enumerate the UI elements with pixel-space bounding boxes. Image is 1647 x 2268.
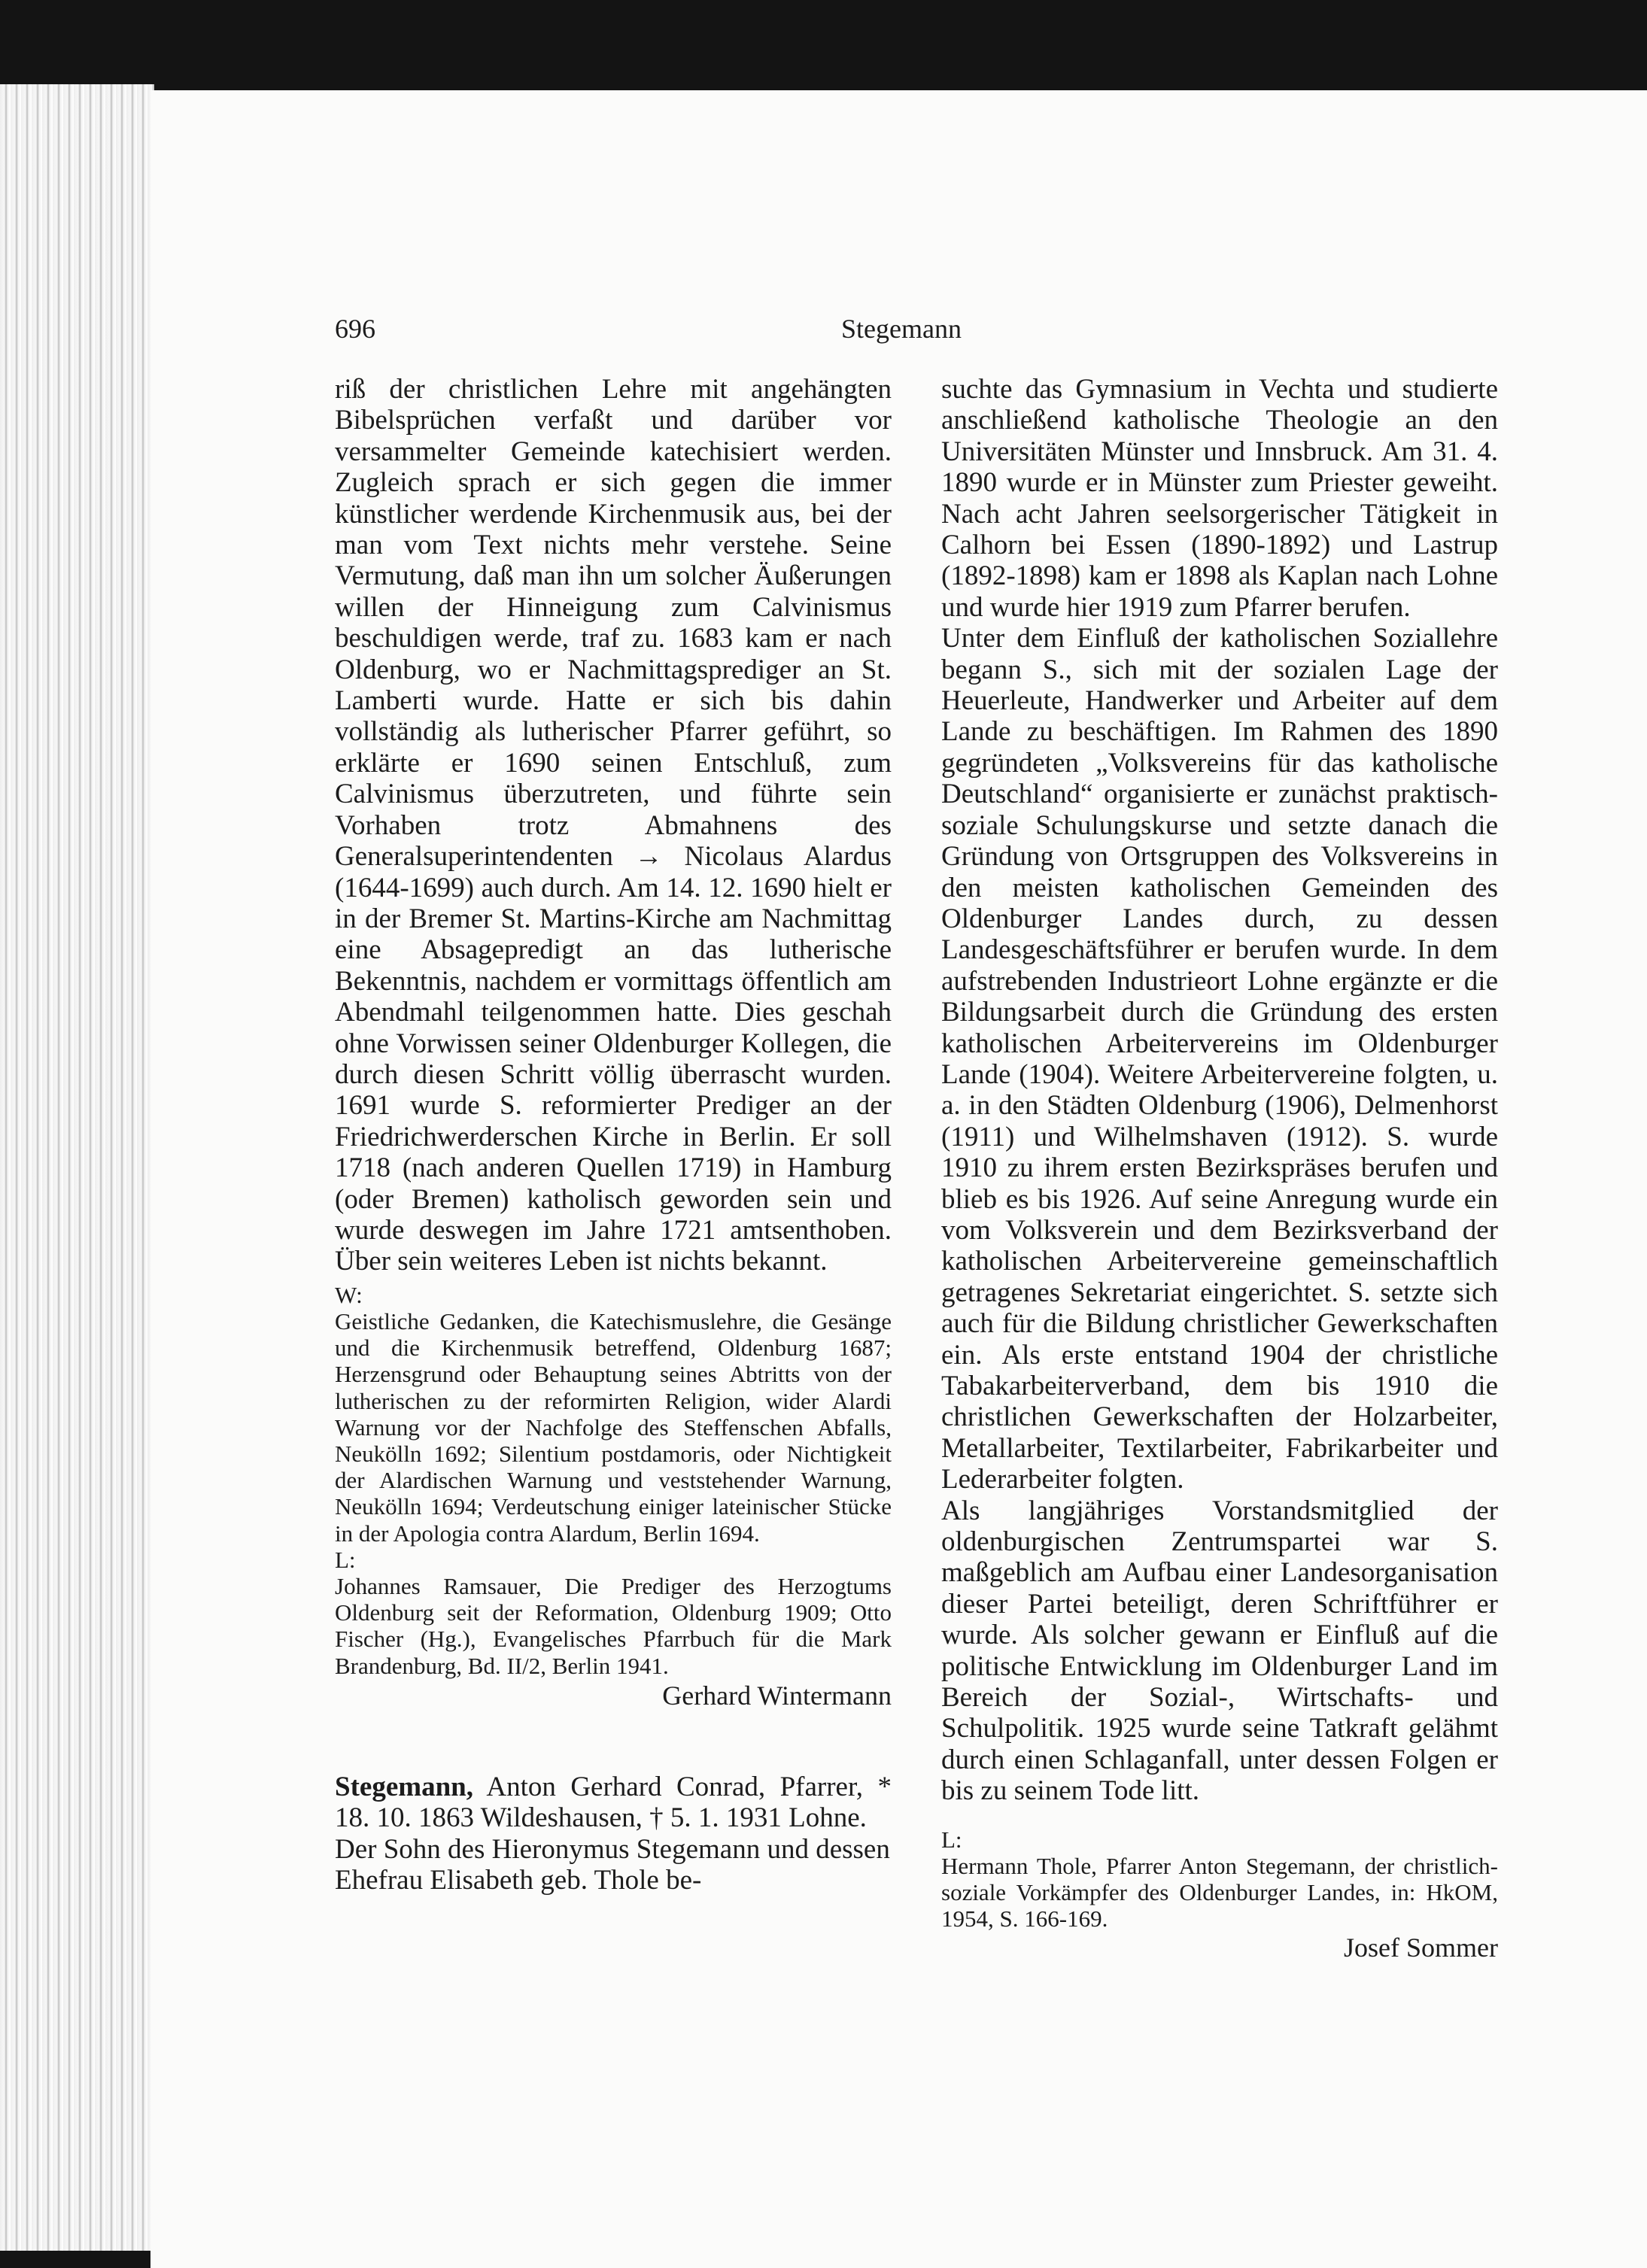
author-signature: Josef Sommer <box>1344 1932 1498 1963</box>
entry-name: Stegemann, <box>335 1771 473 1802</box>
paragraph-education: suchte das Gymnasium in Vechta und studierte anschließend katholische Theologie an den Universitäten Münster und Innsbruck. Am 31. 4. 1890 wurde er in Münster zum Priester geweiht. Nach acht Jahren seelsorgerischer Tätigkeit in Calhorn bei Essen (1890-1892) und Lastrup (1892-1898) kam er 1898 als Kaplan nach Lohne und wurde hier 1919 zum Pfarrer berufen. <box>941 374 1498 623</box>
literature-list: Johannes Ramsauer, Die Prediger des Herzogtums Oldenburg seit der Reformation, Oldenburg 1909; Otto Fischer (Hg.), Evangelisches Pfarrbuch für die Mark Brandenburg, Bd. II/2, Berlin 1941. <box>335 1573 892 1679</box>
page-header <box>150 313 1647 351</box>
works-label: W: <box>335 1281 363 1308</box>
author-signature: Gerhard Wintermann <box>662 1680 892 1711</box>
book-page <box>150 90 1647 2268</box>
book-page-edges <box>0 84 154 2251</box>
running-head: Stegemann <box>841 314 962 344</box>
literature-label: L: <box>941 1826 962 1853</box>
works-list: Geistliche Gedanken, die Katechismuslehre, die Gesänge und die Kirchenmusik betreffend, Oldenburg 1687; Herzensgrund oder Behauptung seines Abtritts von der lutherischen zu der reformirten Religion, wider Alardi Warnung vor der Nachfolge des Steffenschen Abfalls, Neukölln 1692; Silentium postdamoris, oder Nichtigkeit der Alardischen Warnung und veststehender Warnung, Neukölln 1694; Verdeutschung einiger lateinischer Stücke in der Apologia contra Alardum, Berlin 1694. <box>335 1307 892 1547</box>
entry-text-start: Der Sohn des Hieronymus Stegemann und dessen Ehefrau Elisabeth geb. Thole be- <box>335 1833 890 1896</box>
continued-entry-text: riß der christlichen Lehre mit angehängten Bibelsprüchen verfaßt und darüber vor versammelter Gemeinde katechisiert werden. Zugleich sprach er sich gegen die immer künstlicher werdende Kirchenmusik aus, bei der man vom Text nichts mehr verstehe. Seine Vermutung, daß man ihn um solcher Äußerungen willen der Hinneigung zum Calvinismus beschuldigen werde, traf zu. 1683 kam er nach Oldenburg, wo er Nachmittagsprediger an St. Lamberti wurde. Hatte er sich bis dahin vollständig als lutherischer Pfarrer geführt, so erklärte er 1690 seinen Entschluß, zum Calvinismus überzutreten, und führte sein Vorhaben trotz Abmahnens des Generalsuperintendenten → Nicolaus Alardus (1644-1699) auch durch. Am 14. 12. 1690 hielt er in der Bremer St. Martins-Kirche am Nachmittag eine Absagepredigt an das lutherische Bekenntnis, nachdem er vormittags öffentlich am Abendmahl teilgenommen hatte. Dies geschah ohne Vorwissen seiner Oldenburger Kollegen, die durch diesen Schritt völlig überrascht wurden. 1691 wurde S. reformierter Prediger an der Friedrichwerderschen Kirche in Berlin. Er soll 1718 (nach anderen Quellen 1719) in Hamburg (oder Bremen) katholisch geworden sein und wurde deswegen im Jahre 1721 amtsenthoben. Über sein weiteres Leben ist nichts bekannt. <box>335 374 892 1277</box>
right-column <box>941 374 1498 1963</box>
entry-heading <box>335 1772 892 1834</box>
page-number: 696 <box>335 314 375 344</box>
left-column <box>335 374 892 1896</box>
paragraph-social-work: Unter dem Einfluß der katholischen Soziallehre begann S., sich mit der sozialen Lage der Heuerleute, Handwerker und Arbeiter auf dem Lande zu beschäftigen. Im Rahmen des 1890 gegründeten „Volksvereins für das katholische Deutschland“ organisierte er zunächst praktisch-soziale Schulungskurse und setzte danach die Gründung von Ortsgruppen des Volksvereins in den meisten katholischen Gemeinden des Oldenburger Landes durch, zu dessen Landesgeschäftsführer er berufen wurde. In dem aufstrebenden Industrieort Lohne ergänzte er die Bildungsarbeit durch die Gründung des ersten katholischen Arbeitervereins im Oldenburger Lande (1904). Weitere Arbeitervereine folgten, u. a. in den Städten Oldenburg (1906), Delmenhorst (1911) und Wilhelmshaven (1912). S. wurde 1910 zu ihrem ersten Bezirkspräses berufen und blieb es bis 1926. Auf seine Anregung wurde ein vom Volksverein und dem Bezirksverband der katholischen Arbeitervereine gemeinschaftlich getragenes Sekretariat eingerichtet. S. setzte sich auch für die Bildung christlicher Gewerkschaften ein. Als erste entstand 1904 der christliche Tabakarbeiterverband, dem bis 1910 die christlichen Gewerkschaften der Holzarbeiter, Metallarbeiter, Textilarbeiter, Fabrikarbeiter und Lederarbeiter folgten. <box>941 623 1498 1495</box>
literature-label: L: <box>335 1546 356 1573</box>
entry-heading-details: Anton Gerhard Conrad, Pfarrer, * 18. 10. 1863 Wildeshausen, † 5. 1. 1931 Lohne. <box>335 1771 892 1834</box>
literature-list: Hermann Thole, Pfarrer Anton Stegemann, der christlich-soziale Vorkämpfer des Oldenburger Landes, in: HkOM, 1954, S. 166-169. <box>941 1852 1498 1933</box>
paragraph-politics: Als langjähriges Vorstandsmitglied der oldenburgischen Zentrumspartei war S. maßgeblich am Aufbau einer Landesorganisation dieser Partei beteiligt, deren Schriftführer er wurde. Als solcher gewann er Einfluß auf die politische Entwicklung im Oldenburger Land im Bereich der Sozial-, Wirtschafts- und Schulpolitik. 1925 wurde seine Tatkraft gelähmt durch einen Schlaganfall, unter dessen Folgen er bis zu seinem Tode litt. <box>941 1495 1498 1807</box>
